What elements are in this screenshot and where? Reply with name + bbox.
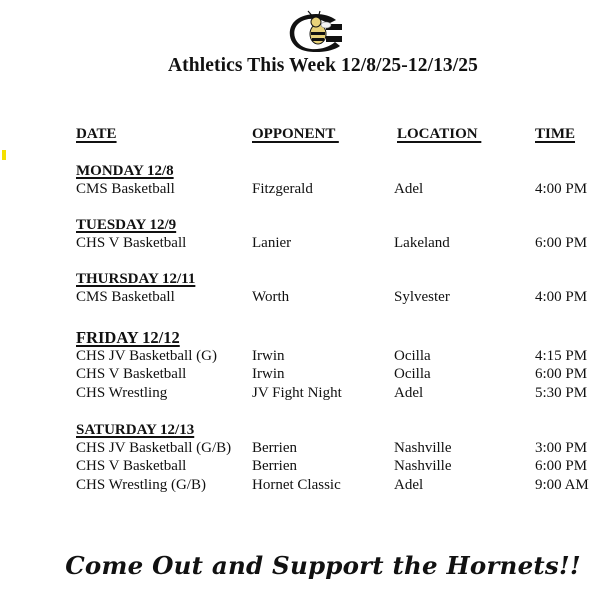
event-opponent: Irwin (252, 348, 285, 364)
day-group-friday (76, 329, 596, 402)
event-opponent: JV Fight Night (252, 384, 342, 401)
event-time: 6:00 PM (535, 366, 588, 383)
yellow-margin-mark (2, 150, 6, 160)
day-group-saturday (76, 421, 596, 494)
event-opponent: Worth (252, 289, 290, 305)
event-location: Nashville (394, 458, 452, 475)
event-name: CMS Basketball (76, 289, 175, 305)
event-location: Adel (394, 476, 424, 493)
event-opponent: Fitzgerald (252, 181, 313, 197)
slogan: Come Out and Support the Hornets!! (65, 551, 581, 580)
day-label: MONDAY 12/8 (76, 163, 174, 179)
day-group-tuesday (76, 216, 596, 252)
event-location: Lakeland (394, 235, 450, 251)
event-name: CMS Basketball (76, 181, 175, 197)
event-name: CHS V Basketball (76, 458, 187, 475)
event-location: Ocilla (394, 348, 431, 364)
event-opponent: Berrien (252, 440, 297, 456)
day-label: FRIDAY 12/12 (76, 328, 180, 347)
event-location: Nashville (394, 440, 452, 456)
day-label: TUESDAY 12/9 (76, 217, 177, 233)
event-row (76, 476, 596, 494)
event-time: 9:00 AM (535, 476, 589, 493)
event-row (76, 180, 596, 198)
hornet-c-logo-icon (288, 10, 344, 52)
event-opponent: Lanier (252, 235, 292, 251)
event-location: Adel (394, 384, 424, 401)
event-row (76, 347, 596, 365)
event-row (76, 365, 596, 383)
event-opponent: Hornet Classic (252, 476, 341, 493)
event-name: CHS JV Basketball (G/B) (76, 440, 232, 456)
event-time: 5:30 PM (535, 384, 588, 401)
day-group-monday (76, 162, 596, 198)
event-location: Ocilla (394, 366, 431, 383)
event-time: 4:00 PM (535, 181, 588, 197)
event-row (76, 457, 596, 475)
event-name: CHS V Basketball (76, 235, 187, 251)
event-time: 6:00 PM (535, 235, 588, 251)
column-header-date: DATE (76, 126, 117, 142)
column-header-time: TIME (535, 126, 576, 142)
event-row (76, 439, 596, 457)
event-name: CHS Wrestling (G/B) (76, 476, 206, 493)
event-row (76, 384, 596, 402)
event-time: 4:00 PM (535, 289, 588, 305)
event-row (76, 288, 596, 306)
event-opponent: Irwin (252, 366, 285, 383)
day-label: THURSDAY 12/11 (76, 271, 196, 287)
event-row (76, 234, 596, 252)
event-time: 6:00 PM (535, 458, 588, 475)
column-header-location: LOCATION (397, 126, 482, 142)
event-opponent: Berrien (252, 458, 297, 475)
event-name: CHS JV Basketball (G) (76, 348, 217, 364)
column-header-opponent: OPPONENT (252, 126, 339, 142)
event-time: 3:00 PM (535, 440, 588, 456)
day-group-thursday (76, 270, 596, 306)
event-name: CHS Wrestling (76, 384, 168, 401)
event-location: Sylvester (394, 289, 450, 305)
day-label: SATURDAY 12/13 (76, 422, 195, 438)
event-name: CHS V Basketball (76, 366, 187, 383)
page-title: Athletics This Week 12/8/25-12/13/25 (167, 55, 479, 76)
event-time: 4:15 PM (535, 348, 588, 364)
event-location: Adel (394, 181, 424, 197)
